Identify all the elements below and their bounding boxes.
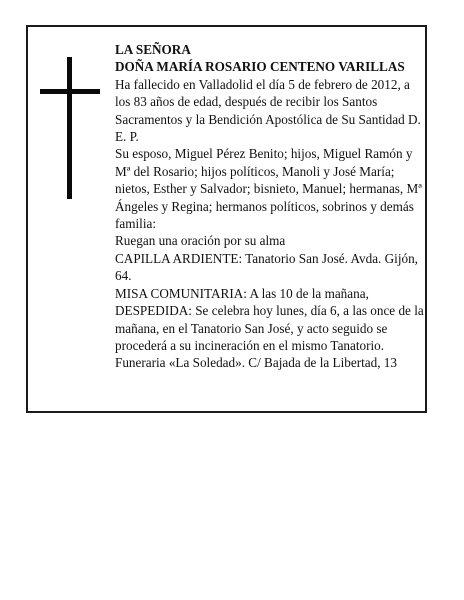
funeral-home-info: Funeraria «La Soledad». C/ Bajada de la Libertad, 13 — [115, 355, 397, 371]
obituary-notice — [26, 25, 427, 413]
chapel-info: CAPILLA ARDIENTE: Tanatorio San José. Avda. Gijón, 64. — [115, 250, 418, 284]
latin-cross-icon — [40, 57, 100, 199]
deceased-name: DOÑA MARÍA ROSARIO CENTENO VARILLAS — [115, 59, 405, 75]
prayer-request: Ruegan una oración por su alma — [115, 233, 286, 249]
farewell-info: DESPEDIDA: Se celebra hoy lunes, día 6, a las once de la mañana, en el Tanatorio San José, y acto seguido se procederá a su incineración en el mismo Tanatorio. — [115, 303, 424, 353]
notice-text — [115, 41, 425, 372]
mass-info: MISA COMUNITARIA: A las 10 de la mañana, — [115, 285, 369, 301]
notice-heading: LA SEÑORA — [115, 42, 191, 57]
family-list: Su esposo, Miguel Pérez Benito; hijos, Miguel Ramón y Mª del Rosario; hijos políticos, Manoli y José María; nietos, Esther y Salvador; bisnieto, Manuel; hermanas, Mª Ángeles y Regina; hermanos políticos, sobrinos y demás familia: — [115, 146, 422, 232]
cross-vertical-bar — [67, 57, 72, 199]
cross-horizontal-bar — [40, 89, 100, 94]
death-announcement: Ha fallecido en Valladolid el día 5 de febrero de 2012, a los 83 años de edad, después de recibir los Santos Sacramentos y la Bendición Apostólica de Su Santidad D. E. P. — [115, 76, 421, 145]
